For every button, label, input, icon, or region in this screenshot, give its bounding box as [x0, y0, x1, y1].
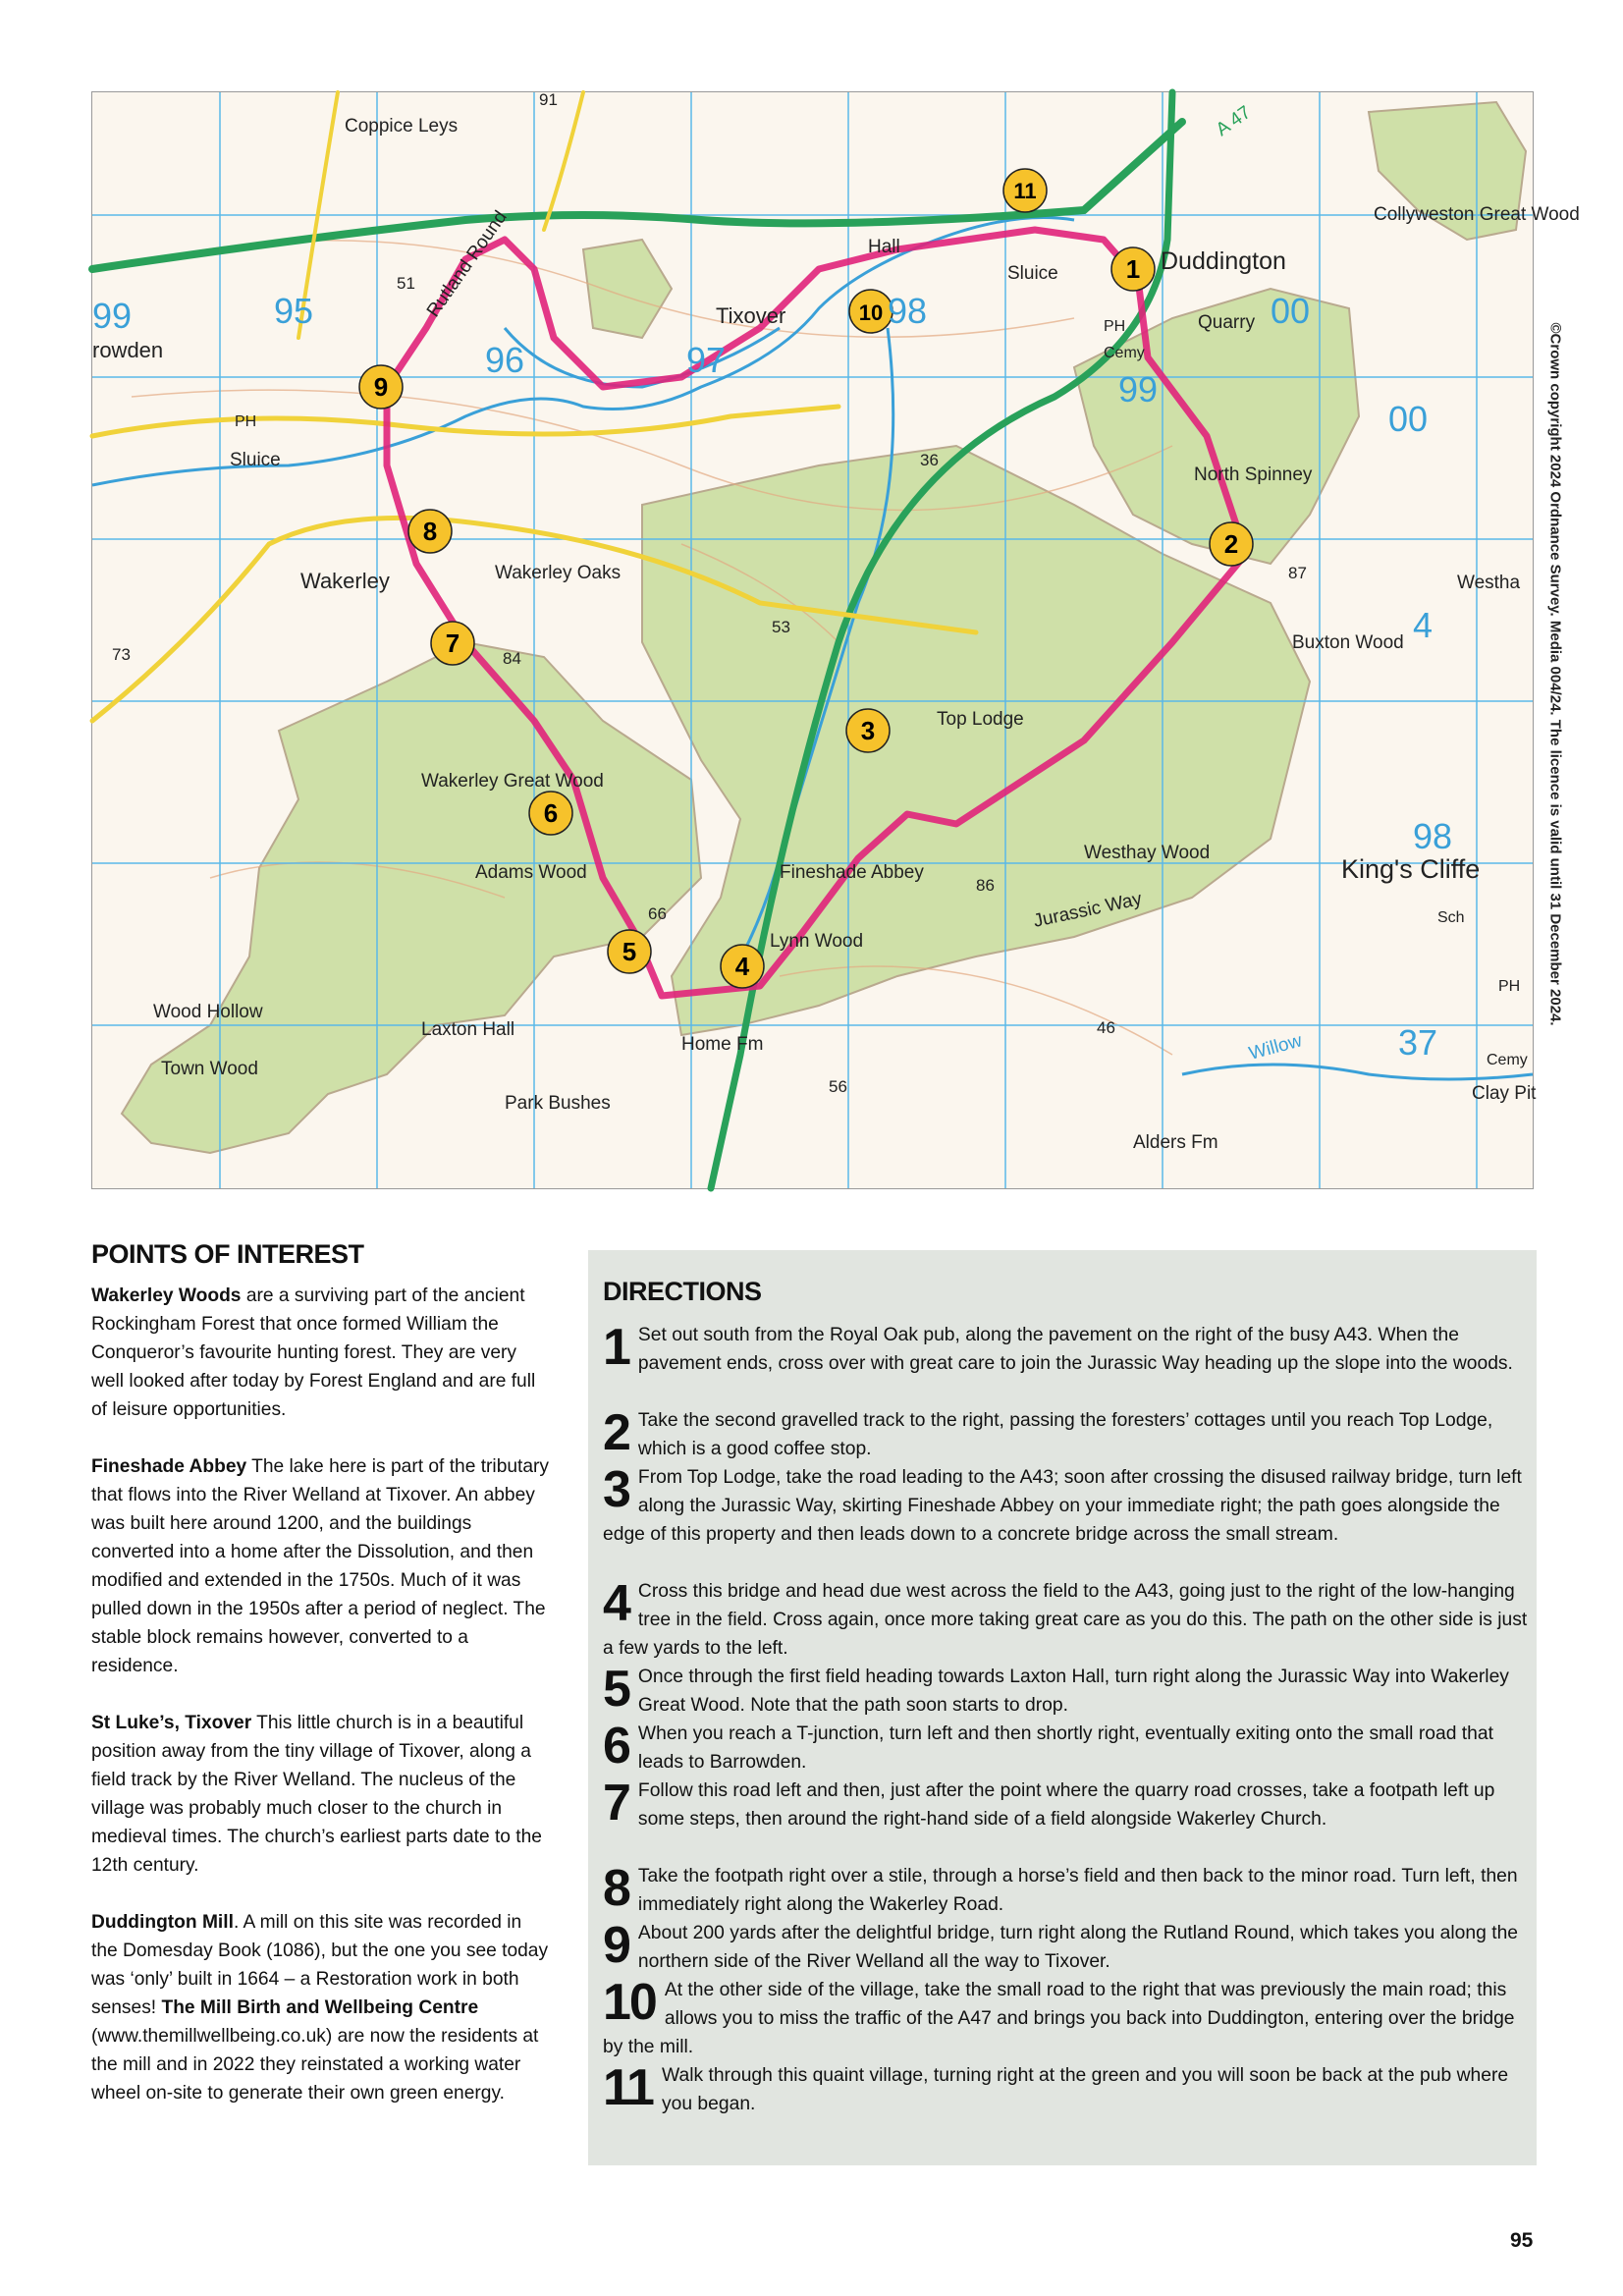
waypoint-1: [1111, 247, 1155, 291]
svg-text:Westha: Westha: [1457, 573, 1521, 593]
svg-text:Buxton Wood: Buxton Wood: [1292, 632, 1404, 653]
step-text: Cross this bridge and head due west across the field to the A43, going just to the right of the low-hanging tree in the field. Cross again, once more taking great care as you do this. The path on the other side is just a few yards to the left.: [603, 1581, 1528, 1659]
poi-text: are a surviving part of the ancient Rockingham Forest that once formed William the Conqueror’s favourite hunting forest. They are very well looked after today by Forest England and are full of leisure opportunities.: [91, 1285, 536, 1420]
svg-text:6: 6: [543, 798, 559, 828]
copyright-notice: [1545, 324, 1565, 1178]
svg-text:96: 96: [485, 340, 525, 380]
direction-step: [603, 1862, 1528, 1919]
svg-text:Adams Wood: Adams Wood: [475, 862, 587, 883]
step-text: Set out south from the Royal Oak pub, along the pavement on the right of the busy A43. When the pavement ends, cross over with great care to join the Jurassic Way heading up the slope into the woods.: [637, 1325, 1513, 1374]
poi-item: [91, 1908, 553, 2107]
direction-step: [603, 1463, 1528, 1549]
waypoint-11: [1003, 169, 1047, 212]
waypoint-8: [408, 510, 452, 553]
svg-text:53: 53: [772, 618, 790, 636]
poi-text: . A mill on this site was recorded in the Domesday Book (1086), but the one you see today was ‘only’ built in 1664 – a Restoration work in both senses!: [91, 1912, 549, 2018]
poi-title: St Luke’s, Tixover: [91, 1713, 252, 1733]
step-text: From Top Lodge, take the road leading to the A43; soon after crossing the disused railway bridge, turn left along the Jurassic Way, skirting Fineshade Abbey on your immediate right; the path goes alongside the edge of this property and then leads down to a concrete bridge across the small stream.: [603, 1467, 1522, 1545]
step-number: 11: [603, 2059, 653, 2116]
svg-text:98: 98: [1413, 816, 1453, 856]
svg-text:Town Wood: Town Wood: [161, 1059, 258, 1079]
poi-title: Duddington Mill: [91, 1912, 234, 1933]
svg-text:King's Cliffe: King's Cliffe: [1341, 854, 1481, 884]
svg-text:Westhay Wood: Westhay Wood: [1084, 843, 1211, 863]
step-number: 6: [603, 1718, 629, 1775]
svg-text:Park Bushes: Park Bushes: [505, 1093, 611, 1114]
svg-text:87: 87: [1288, 564, 1307, 582]
svg-text:Laxton Hall: Laxton Hall: [421, 1019, 515, 1040]
svg-text:North Spinney: North Spinney: [1194, 465, 1313, 485]
step-number: 4: [603, 1575, 629, 1632]
svg-text:Top Lodge: Top Lodge: [937, 709, 1024, 730]
svg-text:56: 56: [829, 1077, 847, 1096]
svg-text:11: 11: [1013, 179, 1037, 203]
svg-text:Home Fm: Home Fm: [681, 1034, 764, 1055]
svg-text:Coppice Leys: Coppice Leys: [345, 116, 459, 137]
directions-panel: [588, 1250, 1537, 2165]
svg-text:Willow: Willow: [1246, 1030, 1305, 1065]
svg-text:7: 7: [445, 629, 460, 658]
waypoint-7: [431, 622, 474, 665]
svg-text:4: 4: [734, 952, 750, 981]
directions-heading: DIRECTIONS: [603, 1277, 762, 1306]
svg-text:91: 91: [539, 90, 558, 109]
svg-text:Clay Pit: Clay Pit: [1472, 1083, 1537, 1104]
svg-text:46: 46: [1097, 1018, 1115, 1037]
waypoint-3: [846, 709, 890, 752]
svg-text:Wakerley Oaks: Wakerley Oaks: [495, 563, 622, 583]
svg-text:Alders Fm: Alders Fm: [1133, 1132, 1218, 1153]
svg-text:00: 00: [1388, 399, 1429, 439]
page-number: 95: [1510, 2229, 1534, 2252]
copyright-text: ©Crown copyright 2024 Ordnance Survey. Media 004/24. The licence is valid until 31 December 2024.: [1546, 322, 1564, 1026]
waypoint-9: [359, 365, 403, 409]
poi-text: (www.themillwellbeing.co.uk) are now the residents at the mill and in 2022 they reinstated a working water wheel on-site to generate their own green energy.: [91, 2026, 539, 2104]
svg-text:A 47: A 47: [1212, 102, 1256, 141]
step-number: 2: [603, 1404, 629, 1461]
svg-text:Hall: Hall: [868, 237, 900, 257]
svg-text:97: 97: [686, 340, 727, 380]
svg-text:Rutland Round: Rutland Round: [422, 206, 512, 321]
svg-text:Wood Hollow: Wood Hollow: [153, 1002, 263, 1022]
svg-text:Fineshade Abbey: Fineshade Abbey: [780, 862, 924, 883]
step-text: Take the footpath right over a stile, through a horse’s field and then back to the minor road. Turn left, then immediately right along the Wakerley Road.: [637, 1866, 1518, 1915]
svg-text:9: 9: [373, 372, 389, 402]
svg-text:73: 73: [112, 645, 131, 664]
svg-text:51: 51: [397, 274, 415, 293]
poi-text: This little church is in a beautiful position away from the tiny village of Tixover, along a field track by the River Welland. The nucleus of the village was probably much closer to the church in medieval times. The church’s earliest parts date to the 12th century.: [91, 1713, 542, 1876]
step-number: 1: [603, 1319, 629, 1376]
svg-text:PH: PH: [1104, 318, 1126, 335]
river-welland: [92, 218, 1074, 486]
poi-text: The lake here is part of the tributary that flows into the River Welland at Tixover. An abbey was built here around 1200, and the buildings converted into a home after the Dissolution, and then modified and extended in the 1750s. Much of it was pulled down in the 1950s after a period of neglect. The stable block remains however, converted to a residence.: [91, 1456, 550, 1676]
svg-text:Lynn Wood: Lynn Wood: [770, 931, 864, 952]
svg-text:86: 86: [976, 876, 995, 895]
svg-text:1: 1: [1125, 254, 1141, 284]
direction-step: [603, 1406, 1528, 1463]
woodland-tixover: [583, 240, 672, 338]
step-text: At the other side of the village, take the small road to the right that was previously the main road; this allows you to miss the traffic of the A47 and brings you back into Duddington, entering over the bridge by the mill.: [603, 1980, 1515, 2057]
direction-step: [603, 1976, 1528, 2061]
svg-text:5: 5: [622, 937, 637, 966]
svg-text:rowden: rowden: [92, 338, 164, 362]
step-number: 5: [603, 1661, 629, 1718]
svg-text:Cemy: Cemy: [1104, 345, 1145, 361]
svg-text:3: 3: [860, 716, 876, 745]
svg-text:8: 8: [422, 517, 438, 546]
direction-step: [603, 1919, 1528, 1976]
svg-text:Sch: Sch: [1437, 909, 1465, 926]
step-text: About 200 yards after the delightful bridge, turn right along the Rutland Round, which takes you along the northern side of the River Welland all the way to Tixover.: [637, 1923, 1519, 1972]
waypoint-6: [529, 792, 572, 835]
poi-item: [91, 1452, 553, 1680]
svg-text:Tixover: Tixover: [716, 303, 786, 328]
svg-text:Jurassic Way: Jurassic Way: [1031, 889, 1144, 932]
direction-step: [603, 1720, 1528, 1777]
svg-text:2: 2: [1223, 529, 1239, 559]
step-number: 9: [603, 1917, 629, 1974]
svg-text:Wakerley Great Wood: Wakerley Great Wood: [421, 771, 604, 792]
svg-text:37: 37: [1398, 1022, 1438, 1063]
svg-text:Wakerley: Wakerley: [300, 569, 390, 593]
svg-text:PH: PH: [1498, 978, 1521, 995]
poi-title: Wakerley Woods: [91, 1285, 242, 1306]
waypoint-4: [721, 945, 764, 988]
direction-step: [603, 2061, 1528, 2118]
svg-text:PH: PH: [235, 413, 257, 430]
step-text: Follow this road left and then, just after the point where the quarry road crosses, take a footpath left up some steps, then around the right-hand side of a field alongside Wakerley Church.: [637, 1780, 1495, 1830]
svg-text:99: 99: [1118, 369, 1159, 410]
svg-text:Sluice: Sluice: [1007, 263, 1058, 284]
svg-text:66: 66: [648, 904, 667, 923]
waypoint-10: [849, 290, 893, 333]
direction-step: [603, 1577, 1528, 1663]
svg-text:36: 36: [920, 451, 939, 469]
waypoint-5: [608, 930, 651, 973]
svg-text:95: 95: [274, 291, 314, 331]
step-text: Once through the first field heading towards Laxton Hall, turn right along the Jurassic Way into Wakerley Great Wood. Note that the path soon starts to drop.: [637, 1667, 1509, 1716]
step-number: 7: [603, 1775, 629, 1831]
step-text: Take the second gravelled track to the right, passing the foresters’ cottages until you reach Top Lodge, which is a good coffee stop.: [637, 1410, 1493, 1459]
step-number: 10: [603, 1974, 656, 2031]
step-text: When you reach a T-junction, turn left and then shortly right, eventually exiting onto the small road that leads to Barrowden.: [637, 1723, 1493, 1773]
step-text: Walk through this quaint village, turning right at the green and you will soon be back at the pub where you began.: [661, 2065, 1509, 2114]
svg-text:00: 00: [1271, 291, 1311, 331]
direction-step: [603, 1321, 1528, 1378]
direction-step: [603, 1663, 1528, 1720]
svg-text:Quarry: Quarry: [1198, 312, 1256, 333]
poi-title: Fineshade Abbey: [91, 1456, 247, 1477]
poi-title: The Mill Birth and Wellbeing Centre: [161, 1997, 479, 2018]
svg-text:Collyweston Great Wood: Collyweston Great Wood: [1374, 204, 1580, 225]
svg-text:Cemy: Cemy: [1487, 1052, 1528, 1068]
direction-step: [603, 1777, 1528, 1833]
svg-text:4: 4: [1413, 605, 1434, 645]
waypoint-2: [1210, 522, 1253, 566]
poi-heading: POINTS OF INTEREST: [91, 1239, 364, 1269]
step-number: 3: [603, 1461, 629, 1518]
points-of-interest: [91, 1239, 553, 2136]
step-number: 8: [603, 1860, 629, 1917]
svg-text:84: 84: [503, 649, 521, 668]
svg-text:98: 98: [888, 291, 928, 331]
poi-item: [91, 1709, 553, 1880]
poi-item: [91, 1282, 553, 1424]
svg-text:Duddington: Duddington: [1161, 247, 1286, 275]
svg-text:Sluice: Sluice: [230, 450, 281, 470]
svg-text:99: 99: [92, 296, 133, 336]
svg-text:10: 10: [858, 301, 884, 325]
